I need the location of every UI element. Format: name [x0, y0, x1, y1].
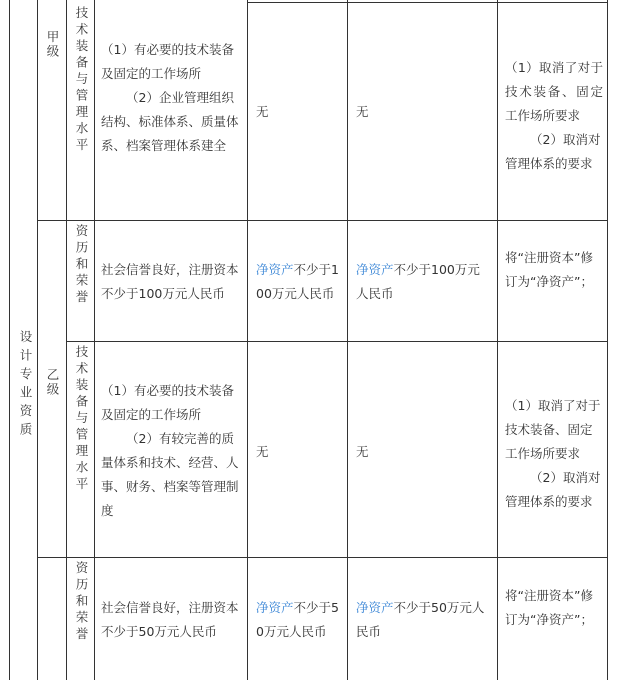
original-requirement: 社会信誉良好，注册资本不少于100万元人民币	[101, 262, 239, 301]
item-label-credit: 资历和荣誉	[74, 224, 89, 307]
new-requirement-a	[256, 596, 342, 644]
item-label-tech: 技术装备与管理水平	[74, 6, 89, 155]
new-requirement-a	[256, 258, 342, 306]
change-note: 将“注册资本”修订为“净资产”；	[505, 250, 593, 289]
row-divider	[37, 557, 608, 558]
row-divider	[66, 341, 608, 342]
table-border-left	[9, 0, 10, 680]
column-divider	[497, 0, 498, 680]
requirement-text: 不少于100万元人民币	[256, 262, 339, 301]
item-label-tech: 技术装备与管理水平	[74, 345, 89, 494]
new-requirement-b	[356, 596, 490, 644]
original-requirement	[101, 379, 243, 523]
new-requirement-b: 无	[356, 104, 369, 119]
highlight-term: 净资产	[356, 600, 394, 615]
note-item: （1）取消了对于技术装备、固定工作场所要求	[505, 398, 601, 461]
category-text: 设计专业资质	[18, 330, 33, 441]
column-divider	[347, 0, 348, 680]
note-item: （2）取消对管理体系的要求	[505, 470, 601, 509]
note-item: （1）取消了对于技术装备、固定工作场所要求	[505, 60, 603, 123]
table-border-right	[607, 0, 608, 680]
category-label	[14, 330, 34, 448]
requirement-text: 不少于50万元人民币	[256, 600, 339, 639]
original-requirement	[101, 38, 243, 158]
grade-yi: 乙级	[45, 368, 60, 397]
new-requirement-a: 无	[256, 104, 269, 119]
requirement-item: （1）有必要的技术装备及固定的工作场所	[101, 42, 234, 81]
highlight-term: 净资产	[256, 262, 294, 277]
column-divider	[247, 0, 248, 680]
note-item: （2）取消对管理体系的要求	[505, 132, 601, 171]
grade-jia: 甲级	[45, 30, 60, 59]
requirement-text: 不少于50万元人民币	[356, 600, 485, 639]
row-divider	[37, 220, 608, 221]
requirement-item: （2）有较完善的质量体系和技术、经营、人事、财务、档案等管理制度	[101, 431, 239, 518]
highlight-term: 净资产	[256, 600, 294, 615]
requirement-item: （1）有必要的技术装备及固定的工作场所	[101, 383, 234, 422]
row-divider	[247, 2, 608, 3]
new-requirement-a: 无	[256, 444, 269, 459]
highlight-term: 净资产	[356, 262, 394, 277]
item-label-credit: 资历和荣誉	[74, 561, 89, 644]
requirement-item: （2）企业管理组织结构、标准体系、质量体系、档案管理体系建全	[101, 90, 239, 153]
change-note: 将“注册资本”修订为“净资产”；	[505, 588, 593, 627]
column-divider	[66, 0, 67, 680]
new-requirement-b: 无	[356, 444, 369, 459]
new-requirement-b	[356, 258, 490, 306]
column-divider	[37, 0, 38, 680]
change-note	[505, 56, 603, 176]
column-divider	[94, 0, 95, 680]
change-note	[505, 394, 603, 514]
original-requirement: 社会信誉良好，注册资本不少于50万元人民币	[101, 600, 239, 639]
requirement-text: 不少于100万元人民币	[356, 262, 480, 301]
